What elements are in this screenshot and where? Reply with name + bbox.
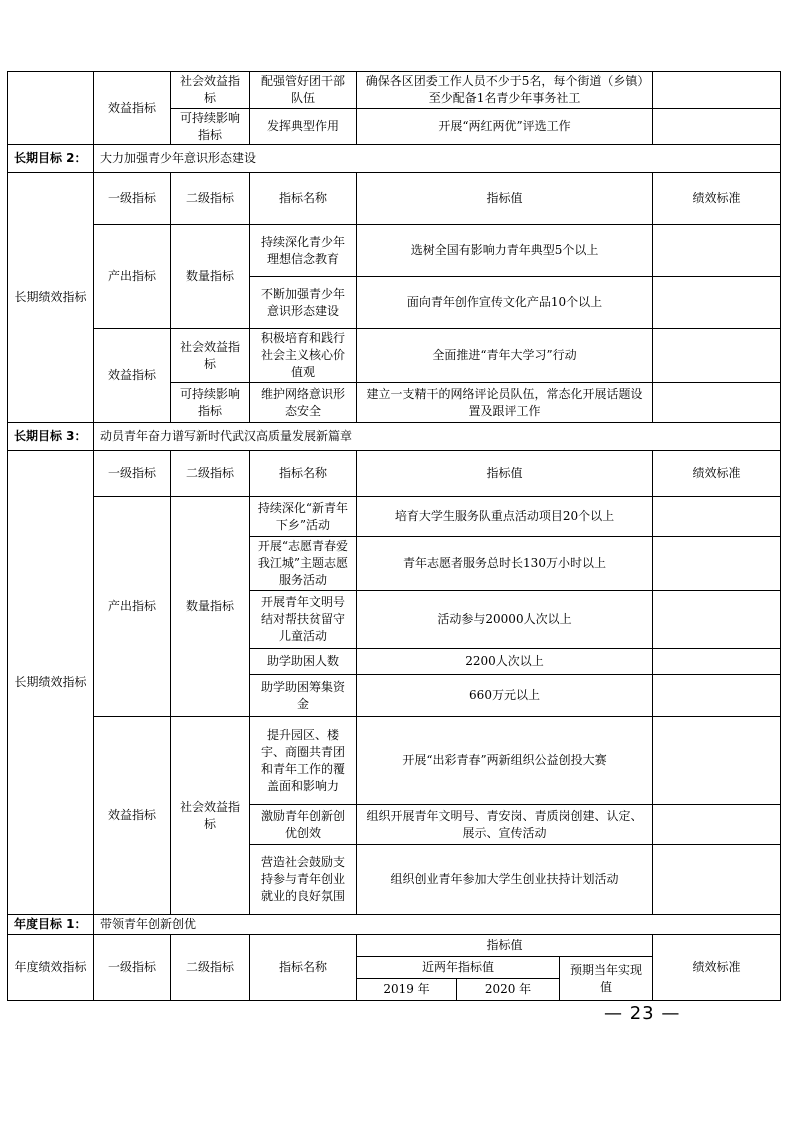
performance-standard <box>653 591 781 649</box>
indicator-name: 维护网络意识形态安全 <box>250 383 357 423</box>
indicator-name: 激励青年创新创优创效 <box>250 805 357 845</box>
side-label: 长期绩效指标 <box>8 173 94 423</box>
goal-header-row <box>8 915 781 935</box>
table-header-row <box>8 935 781 957</box>
indicator-value: 组织开展青年文明号、青安岗、青质岗创建、认定、展示、宣传活动 <box>357 805 653 845</box>
table-row <box>8 329 781 383</box>
table-header-row <box>8 451 781 497</box>
performance-standard <box>653 649 781 675</box>
col-recent-two-years: 近两年指标值 <box>357 957 560 979</box>
page-number: — 23 — <box>604 1003 681 1024</box>
performance-standard <box>653 717 781 805</box>
col-indicator-value: 指标值 <box>357 451 653 497</box>
page-number-value: 23 <box>629 1003 655 1024</box>
indicator-value: 活动参与20000人次以上 <box>357 591 653 649</box>
performance-table <box>7 71 781 1001</box>
indicator-name: 发挥典型作用 <box>250 109 357 145</box>
first-level-indicator: 效益指标 <box>94 329 171 423</box>
indicator-name: 助学助困筹集资金 <box>250 675 357 717</box>
side-label: 长期绩效指标 <box>8 451 94 915</box>
indicator-value: 选树全国有影响力青年典型5个以上 <box>357 225 653 277</box>
first-level-indicator: 产出指标 <box>94 497 171 717</box>
indicator-name: 提升园区、楼宇、商圈共青团和青年工作的覆盖面和影响力 <box>250 717 357 805</box>
col-second-level: 二级指标 <box>171 173 250 225</box>
second-level-indicator: 数量指标 <box>171 497 250 717</box>
first-level-indicator: 产出指标 <box>94 225 171 329</box>
goal-text: 动员青年奋力谱写新时代武汉高质量发展新篇章 <box>94 423 781 451</box>
indicator-value: 全面推进“青年大学习”行动 <box>357 329 653 383</box>
blank-cell <box>8 72 94 145</box>
goal-header-row <box>8 423 781 451</box>
goal-text: 大力加强青少年意识形态建设 <box>94 145 781 173</box>
col-year-2020: 2020 年 <box>457 979 560 1001</box>
indicator-value: 面向青年创作宣传文化产品10个以上 <box>357 277 653 329</box>
goal-label: 年度目标 1： <box>8 915 94 935</box>
second-level-indicator: 社会效益指标 <box>171 72 250 109</box>
performance-standard <box>653 329 781 383</box>
table-row <box>8 717 781 805</box>
indicator-value: 组织创业青年参加大学生创业扶持计划活动 <box>357 845 653 915</box>
col-first-level: 一级指标 <box>94 173 171 225</box>
col-performance-standard: 绩效标准 <box>653 935 781 1001</box>
second-level-indicator: 社会效益指标 <box>171 329 250 383</box>
performance-standard <box>653 225 781 277</box>
performance-standard <box>653 805 781 845</box>
indicator-value: 660万元以上 <box>357 675 653 717</box>
indicator-name: 持续深化青少年理想信念教育 <box>250 225 357 277</box>
performance-standard <box>653 537 781 591</box>
indicator-name: 营造社会鼓励支持参与青年创业就业的良好氛围 <box>250 845 357 915</box>
table-header-row <box>8 173 781 225</box>
col-second-level: 二级指标 <box>171 935 250 1001</box>
goal-header-row <box>8 145 781 173</box>
indicator-name: 持续深化“新青年下乡”活动 <box>250 497 357 537</box>
performance-standard <box>653 675 781 717</box>
col-second-level: 二级指标 <box>171 451 250 497</box>
col-indicator-value: 指标值 <box>357 935 653 957</box>
table-row <box>8 72 781 109</box>
indicator-value: 培育大学生服务队重点活动项目20个以上 <box>357 497 653 537</box>
indicator-value: 开展“两红两优”评选工作 <box>357 109 653 145</box>
goal-label: 长期目标 2： <box>8 145 94 173</box>
table-row <box>8 225 781 277</box>
table-row <box>8 497 781 537</box>
goal-label: 长期目标 3： <box>8 423 94 451</box>
side-label: 年度绩效指标 <box>8 935 94 1001</box>
first-level-indicator: 效益指标 <box>94 72 171 145</box>
performance-standard <box>653 383 781 423</box>
indicator-name: 开展“志愿青春爱我江城”主题志愿服务活动 <box>250 537 357 591</box>
performance-standard <box>653 845 781 915</box>
col-year-2019: 2019 年 <box>357 979 457 1001</box>
col-first-level: 一级指标 <box>94 935 171 1001</box>
col-indicator-name: 指标名称 <box>250 935 357 1001</box>
col-first-level: 一级指标 <box>94 451 171 497</box>
second-level-indicator: 可持续影响指标 <box>171 383 250 423</box>
indicator-name: 助学助困人数 <box>250 649 357 675</box>
performance-standard <box>653 72 781 109</box>
col-performance-standard: 绩效标准 <box>653 173 781 225</box>
col-performance-standard: 绩效标准 <box>653 451 781 497</box>
indicator-value: 青年志愿者服务总时长130万小时以上 <box>357 537 653 591</box>
first-level-indicator: 效益指标 <box>94 717 171 915</box>
col-expected-value: 预期当年实现值 <box>560 957 653 1001</box>
indicator-value: 2200人次以上 <box>357 649 653 675</box>
col-indicator-name: 指标名称 <box>250 173 357 225</box>
goal-text: 带领青年创新创优 <box>94 915 781 935</box>
second-level-indicator: 数量指标 <box>171 225 250 329</box>
document-page <box>7 71 780 1001</box>
indicator-name: 开展青年文明号结对帮扶贫留守儿童活动 <box>250 591 357 649</box>
indicator-value: 建立一支精干的网络评论员队伍，常态化开展话题设置及跟评工作 <box>357 383 653 423</box>
indicator-name: 积极培育和践行社会主义核心价值观 <box>250 329 357 383</box>
performance-standard <box>653 497 781 537</box>
second-level-indicator: 可持续影响指标 <box>171 109 250 145</box>
indicator-name: 配强管好团干部队伍 <box>250 72 357 109</box>
col-indicator-value: 指标值 <box>357 173 653 225</box>
performance-standard <box>653 109 781 145</box>
col-indicator-name: 指标名称 <box>250 451 357 497</box>
indicator-value: 确保各区团委工作人员不少于5名，每个街道（乡镇）至少配备1名青少年事务社工 <box>357 72 653 109</box>
indicator-value: 开展“出彩青春”两新组织公益创投大赛 <box>357 717 653 805</box>
second-level-indicator: 社会效益指标 <box>171 717 250 915</box>
performance-standard <box>653 277 781 329</box>
indicator-name: 不断加强青少年意识形态建设 <box>250 277 357 329</box>
